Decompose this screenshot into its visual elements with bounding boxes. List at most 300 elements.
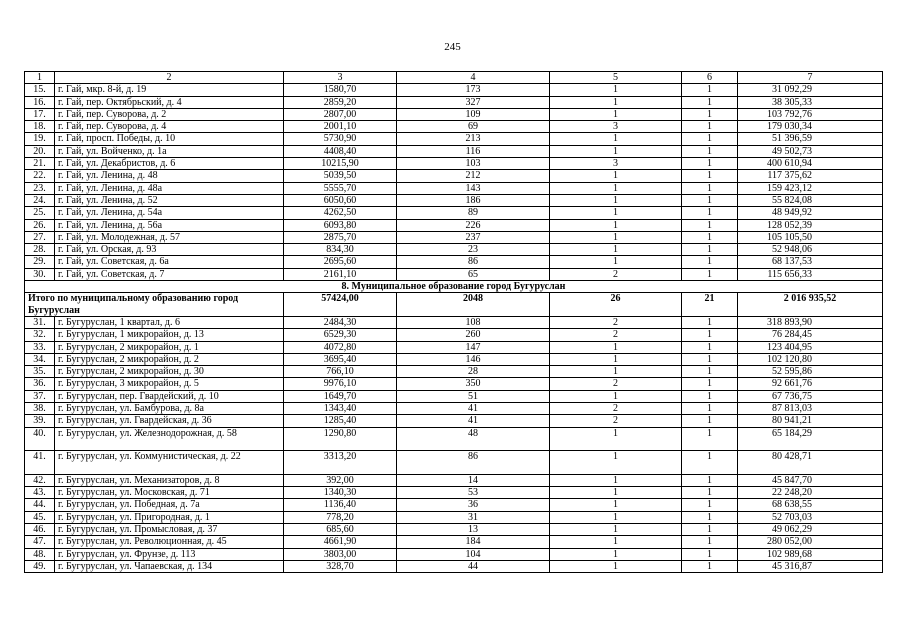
table-row (25, 194, 883, 206)
table-row (25, 499, 883, 511)
row-number-cell: 25. (25, 207, 55, 219)
address-cell: г. Гай, ул. Советская, д. 6а (55, 256, 284, 268)
address-cell: г. Бугуруслан, ул. Пригородная, д. 1 (55, 511, 284, 523)
area-cell: 6093,80 (284, 219, 397, 231)
residents-cell: 260 (397, 329, 550, 341)
cost-cell: 102 120,80 (738, 353, 883, 365)
table-row (25, 207, 883, 219)
table-row (25, 548, 883, 560)
row-number-cell: 33. (25, 341, 55, 353)
cost-cell: 128 052,39 (738, 219, 883, 231)
cost-cell: 123 404,95 (738, 341, 883, 353)
row-number-cell: 47. (25, 536, 55, 548)
address-cell: г. Бугуруслан, ул. Бамбурова, д. 8а (55, 403, 284, 415)
address-cell: г. Бугуруслан, ул. Железнодорожная, д. 58 (55, 427, 284, 451)
residents-cell: 41 (397, 403, 550, 415)
elevators-cell: 1 (682, 415, 738, 427)
address-cell: г. Бугуруслан, 1 микрорайон, д. 13 (55, 329, 284, 341)
elevators-cell: 1 (682, 378, 738, 390)
houses-cell: 3 (550, 158, 682, 170)
area-cell: 1290,80 (284, 427, 397, 451)
address-cell: г. Гай, ул. Орская, д. 93 (55, 244, 284, 256)
area-cell: 4661,90 (284, 536, 397, 548)
address-cell: г. Гай, ул. Ленина, д. 54а (55, 207, 284, 219)
cost-cell: 80 428,71 (738, 451, 883, 475)
area-cell: 5039,50 (284, 170, 397, 182)
row-number-cell: 18. (25, 121, 55, 133)
table-row (25, 523, 883, 535)
table-row (25, 170, 883, 182)
houses-cell: 1 (550, 487, 682, 499)
row-number-cell: 16. (25, 96, 55, 108)
residents-cell: 350 (397, 378, 550, 390)
residents-cell: 212 (397, 170, 550, 182)
elevators-cell: 1 (682, 96, 738, 108)
area-cell: 9976,10 (284, 378, 397, 390)
elevators-cell: 1 (682, 145, 738, 157)
area-cell: 2161,10 (284, 268, 397, 280)
table-row (25, 108, 883, 120)
residents-cell: 86 (397, 451, 550, 475)
total-cost: 2 016 935,52 (738, 293, 883, 317)
houses-cell: 1 (550, 523, 682, 535)
houses-cell: 1 (550, 182, 682, 194)
address-cell: г. Бугуруслан, ул. Гвардейская, д. 36 (55, 415, 284, 427)
row-number-cell: 36. (25, 378, 55, 390)
row-number-cell: 37. (25, 390, 55, 402)
cost-cell: 52 703,03 (738, 511, 883, 523)
elevators-cell: 1 (682, 499, 738, 511)
address-cell: г. Бугуруслан, 1 квартал, д. 6 (55, 316, 284, 328)
area-cell: 4262,50 (284, 207, 397, 219)
row-number-cell: 20. (25, 145, 55, 157)
address-cell: г. Бугуруслан, 2 микрорайон, д. 30 (55, 366, 284, 378)
area-cell: 1343,40 (284, 403, 397, 415)
cost-cell: 51 396,59 (738, 133, 883, 145)
table-row (25, 390, 883, 402)
residents-cell: 28 (397, 366, 550, 378)
table-row (25, 487, 883, 499)
row-number-cell: 28. (25, 244, 55, 256)
row-number-cell: 48. (25, 548, 55, 560)
table-row (25, 145, 883, 157)
area-cell: 6529,30 (284, 329, 397, 341)
cost-cell: 38 305,33 (738, 96, 883, 108)
row-number-cell: 27. (25, 231, 55, 243)
table-row (25, 96, 883, 108)
residents-cell: 48 (397, 427, 550, 451)
table-row (25, 329, 883, 341)
column-number-2: 2 (55, 72, 284, 84)
address-cell: г. Гай, мкр. 8-й, д. 19 (55, 84, 284, 96)
area-cell: 10215,90 (284, 158, 397, 170)
address-cell: г. Бугуруслан, ул. Коммунистическая, д. 22 (55, 451, 284, 475)
cost-cell: 115 656,33 (738, 268, 883, 280)
cost-cell: 49 502,73 (738, 145, 883, 157)
elevators-cell: 1 (682, 194, 738, 206)
elevators-cell: 1 (682, 560, 738, 572)
elevators-cell: 1 (682, 511, 738, 523)
cost-cell: 22 248,20 (738, 487, 883, 499)
residents-cell: 184 (397, 536, 550, 548)
cost-cell: 31 092,29 (738, 84, 883, 96)
elevators-cell: 1 (682, 244, 738, 256)
row-number-cell: 45. (25, 511, 55, 523)
cost-cell: 117 375,62 (738, 170, 883, 182)
row-number-cell: 39. (25, 415, 55, 427)
cost-cell: 52 595,86 (738, 366, 883, 378)
houses-cell: 1 (550, 499, 682, 511)
table-row (25, 182, 883, 194)
residents-cell: 69 (397, 121, 550, 133)
address-cell: г. Гай, пер. Суворова, д. 4 (55, 121, 284, 133)
houses-cell: 1 (550, 145, 682, 157)
houses-cell: 1 (550, 474, 682, 486)
table-row (25, 415, 883, 427)
row-number-cell: 35. (25, 366, 55, 378)
cost-cell: 76 284,45 (738, 329, 883, 341)
houses-cell: 2 (550, 268, 682, 280)
houses-cell: 1 (550, 170, 682, 182)
address-cell: г. Гай, пер. Октябрьский, д. 4 (55, 96, 284, 108)
elevators-cell: 1 (682, 353, 738, 365)
address-cell: г. Бугуруслан, пер. Гвардейский, д. 10 (55, 390, 284, 402)
houses-cell: 1 (550, 341, 682, 353)
address-cell: г. Бугуруслан, ул. Чапаевская, д. 134 (55, 560, 284, 572)
row-number-cell: 40. (25, 427, 55, 451)
column-number-3: 3 (284, 72, 397, 84)
houses-cell: 1 (550, 133, 682, 145)
table-row (25, 403, 883, 415)
area-cell: 2875,70 (284, 231, 397, 243)
elevators-cell: 1 (682, 474, 738, 486)
row-number-cell: 30. (25, 268, 55, 280)
elevators-cell: 1 (682, 256, 738, 268)
area-cell: 4072,80 (284, 341, 397, 353)
column-number-5: 5 (550, 72, 682, 84)
address-cell: г. Бугуруслан, 2 микрорайон, д. 1 (55, 341, 284, 353)
row-number-cell: 31. (25, 316, 55, 328)
area-cell: 2807,00 (284, 108, 397, 120)
area-cell: 392,00 (284, 474, 397, 486)
total-row (25, 293, 883, 317)
houses-cell: 1 (550, 353, 682, 365)
residents-cell: 89 (397, 207, 550, 219)
residents-cell: 213 (397, 133, 550, 145)
houses-cell: 1 (550, 536, 682, 548)
cost-cell: 280 052,00 (738, 536, 883, 548)
table-row (25, 341, 883, 353)
area-cell: 3803,00 (284, 548, 397, 560)
row-number-cell: 34. (25, 353, 55, 365)
cost-cell: 45 316,87 (738, 560, 883, 572)
table-row (25, 219, 883, 231)
table-row (25, 560, 883, 572)
residents-cell: 86 (397, 256, 550, 268)
elevators-cell: 1 (682, 341, 738, 353)
address-cell: г. Гай, ул. Ленина, д. 48а (55, 182, 284, 194)
row-number-cell: 26. (25, 219, 55, 231)
row-number-cell: 29. (25, 256, 55, 268)
cost-cell: 45 847,70 (738, 474, 883, 486)
residents-cell: 104 (397, 548, 550, 560)
cost-cell: 67 736,75 (738, 390, 883, 402)
elevators-cell: 1 (682, 158, 738, 170)
residents-cell: 36 (397, 499, 550, 511)
residents-cell: 31 (397, 511, 550, 523)
table-row (25, 353, 883, 365)
houses-cell: 1 (550, 207, 682, 219)
address-cell: г. Бугуруслан, 2 микрорайон, д. 2 (55, 353, 284, 365)
row-number-cell: 43. (25, 487, 55, 499)
elevators-cell: 1 (682, 329, 738, 341)
residents-cell: 23 (397, 244, 550, 256)
total-houses: 26 (550, 293, 682, 317)
elevators-cell: 1 (682, 390, 738, 402)
area-cell: 834,30 (284, 244, 397, 256)
residents-cell: 65 (397, 268, 550, 280)
residents-cell: 41 (397, 415, 550, 427)
residents-cell: 226 (397, 219, 550, 231)
cost-cell: 92 661,76 (738, 378, 883, 390)
houses-cell: 2 (550, 403, 682, 415)
area-cell: 2001,10 (284, 121, 397, 133)
elevators-cell: 1 (682, 84, 738, 96)
row-number-cell: 49. (25, 560, 55, 572)
houses-cell: 1 (550, 231, 682, 243)
section-heading: 8. Муниципальное образование город Бугуруслан (25, 281, 883, 293)
area-cell: 778,20 (284, 511, 397, 523)
row-number-cell: 21. (25, 158, 55, 170)
cost-cell: 68 137,53 (738, 256, 883, 268)
row-number-cell: 41. (25, 451, 55, 475)
address-cell: г. Гай, пер. Суворова, д. 2 (55, 108, 284, 120)
table-row (25, 474, 883, 486)
column-number-7: 7 (738, 72, 883, 84)
address-cell: г. Гай, ул. Ленина, д. 48 (55, 170, 284, 182)
houses-cell: 1 (550, 219, 682, 231)
elevators-cell: 1 (682, 182, 738, 194)
cost-cell: 65 184,29 (738, 427, 883, 451)
address-cell: г. Бугуруслан, ул. Механизаторов, д. 8 (55, 474, 284, 486)
table-body (25, 72, 883, 573)
table-row (25, 451, 883, 475)
total-area: 57424,00 (284, 293, 397, 317)
cost-cell: 68 638,55 (738, 499, 883, 511)
area-cell: 328,70 (284, 560, 397, 572)
residents-cell: 143 (397, 182, 550, 194)
table-row (25, 231, 883, 243)
residents-cell: 237 (397, 231, 550, 243)
houses-cell: 1 (550, 84, 682, 96)
table-row (25, 121, 883, 133)
table-row (25, 158, 883, 170)
cost-cell: 48 949,92 (738, 207, 883, 219)
houses-cell: 1 (550, 96, 682, 108)
houses-cell: 1 (550, 548, 682, 560)
row-number-cell: 42. (25, 474, 55, 486)
elevators-cell: 1 (682, 427, 738, 451)
address-cell: г. Бугуруслан, ул. Промысловая, д. 37 (55, 523, 284, 535)
area-cell: 1649,70 (284, 390, 397, 402)
houses-cell: 2 (550, 415, 682, 427)
residents-cell: 173 (397, 84, 550, 96)
cost-cell: 179 030,34 (738, 121, 883, 133)
elevators-cell: 1 (682, 366, 738, 378)
address-cell: г. Бугуруслан, 3 микрорайон, д. 5 (55, 378, 284, 390)
residents-cell: 186 (397, 194, 550, 206)
row-number-cell: 46. (25, 523, 55, 535)
row-number-cell: 17. (25, 108, 55, 120)
row-number-cell: 15. (25, 84, 55, 96)
elevators-cell: 1 (682, 487, 738, 499)
elevators-cell: 1 (682, 207, 738, 219)
address-cell: г. Гай, ул. Декабристов, д. 6 (55, 158, 284, 170)
residents-cell: 13 (397, 523, 550, 535)
houses-cell: 1 (550, 108, 682, 120)
houses-cell: 1 (550, 366, 682, 378)
area-cell: 1285,40 (284, 415, 397, 427)
houses-cell: 3 (550, 121, 682, 133)
address-cell: г. Гай, ул. Ленина, д. 56а (55, 219, 284, 231)
residents-cell: 146 (397, 353, 550, 365)
cost-cell: 49 062,29 (738, 523, 883, 535)
address-cell: г. Бугуруслан, ул. Московская, д. 71 (55, 487, 284, 499)
elevators-cell: 1 (682, 316, 738, 328)
elevators-cell: 1 (682, 548, 738, 560)
column-number-4: 4 (397, 72, 550, 84)
area-cell: 6050,60 (284, 194, 397, 206)
column-number-row (25, 72, 883, 84)
elevators-cell: 1 (682, 451, 738, 475)
row-number-cell: 23. (25, 182, 55, 194)
area-cell: 5555,70 (284, 182, 397, 194)
cost-cell: 105 105,50 (738, 231, 883, 243)
area-cell: 1580,70 (284, 84, 397, 96)
houses-cell: 1 (550, 194, 682, 206)
elevators-cell: 1 (682, 536, 738, 548)
houses-cell: 1 (550, 451, 682, 475)
elevators-cell: 1 (682, 231, 738, 243)
row-number-cell: 44. (25, 499, 55, 511)
area-cell: 4408,40 (284, 145, 397, 157)
houses-cell: 1 (550, 560, 682, 572)
houses-cell: 2 (550, 378, 682, 390)
page-number: 245 (444, 41, 461, 53)
cost-cell: 318 893,90 (738, 316, 883, 328)
area-cell: 685,60 (284, 523, 397, 535)
table-row (25, 256, 883, 268)
table-row (25, 378, 883, 390)
cost-cell: 87 813,03 (738, 403, 883, 415)
row-number-cell: 19. (25, 133, 55, 145)
houses-cell: 1 (550, 244, 682, 256)
cost-cell: 159 423,12 (738, 182, 883, 194)
address-cell: г. Гай, ул. Молодежная, д. 57 (55, 231, 284, 243)
houses-cell: 2 (550, 316, 682, 328)
table-row (25, 244, 883, 256)
residents-cell: 147 (397, 341, 550, 353)
residents-cell: 116 (397, 145, 550, 157)
address-cell: г. Бугуруслан, ул. Победная, д. 7а (55, 499, 284, 511)
elevators-cell: 1 (682, 121, 738, 133)
houses-cell: 1 (550, 256, 682, 268)
registry-table (24, 71, 883, 573)
column-number-6: 6 (682, 72, 738, 84)
address-cell: г. Гай, ул. Войченко, д. 1а (55, 145, 284, 157)
table-row (25, 366, 883, 378)
residents-cell: 51 (397, 390, 550, 402)
houses-cell: 1 (550, 427, 682, 451)
table-row (25, 268, 883, 280)
section-heading-row (25, 281, 883, 293)
total-elevators: 21 (682, 293, 738, 317)
houses-cell: 1 (550, 511, 682, 523)
address-cell: г. Гай, ул. Советская, д. 7 (55, 268, 284, 280)
table-row (25, 316, 883, 328)
residents-cell: 108 (397, 316, 550, 328)
address-cell: г. Гай, ул. Ленина, д. 52 (55, 194, 284, 206)
houses-cell: 2 (550, 329, 682, 341)
elevators-cell: 1 (682, 108, 738, 120)
total-residents: 2048 (397, 293, 550, 317)
area-cell: 1340,30 (284, 487, 397, 499)
area-cell: 5730,90 (284, 133, 397, 145)
area-cell: 2695,60 (284, 256, 397, 268)
table-row (25, 427, 883, 451)
row-number-cell: 32. (25, 329, 55, 341)
residents-cell: 44 (397, 560, 550, 572)
area-cell: 2859,20 (284, 96, 397, 108)
residents-cell: 53 (397, 487, 550, 499)
residents-cell: 109 (397, 108, 550, 120)
address-cell: г. Бугуруслан, ул. Революционная, д. 45 (55, 536, 284, 548)
address-cell: г. Гай, просп. Победы, д. 10 (55, 133, 284, 145)
row-number-cell: 22. (25, 170, 55, 182)
elevators-cell: 1 (682, 403, 738, 415)
table-row (25, 133, 883, 145)
column-number-1: 1 (25, 72, 55, 84)
houses-cell: 1 (550, 390, 682, 402)
cost-cell: 103 792,76 (738, 108, 883, 120)
cost-cell: 52 948,06 (738, 244, 883, 256)
elevators-cell: 1 (682, 133, 738, 145)
area-cell: 3313,20 (284, 451, 397, 475)
area-cell: 3695,40 (284, 353, 397, 365)
cost-cell: 102 989,68 (738, 548, 883, 560)
residents-cell: 103 (397, 158, 550, 170)
table-row (25, 511, 883, 523)
area-cell: 1136,40 (284, 499, 397, 511)
elevators-cell: 1 (682, 219, 738, 231)
residents-cell: 327 (397, 96, 550, 108)
table-row (25, 536, 883, 548)
area-cell: 766,10 (284, 366, 397, 378)
area-cell: 2484,30 (284, 316, 397, 328)
table-row (25, 84, 883, 96)
cost-cell: 80 941,21 (738, 415, 883, 427)
total-label: Итого по муниципальному образованию город Бугуруслан (25, 293, 284, 317)
cost-cell: 400 610,94 (738, 158, 883, 170)
elevators-cell: 1 (682, 170, 738, 182)
address-cell: г. Бугуруслан, ул. Фрунзе, д. 113 (55, 548, 284, 560)
row-number-cell: 38. (25, 403, 55, 415)
elevators-cell: 1 (682, 523, 738, 535)
elevators-cell: 1 (682, 268, 738, 280)
row-number-cell: 24. (25, 194, 55, 206)
cost-cell: 55 824,08 (738, 194, 883, 206)
residents-cell: 14 (397, 474, 550, 486)
